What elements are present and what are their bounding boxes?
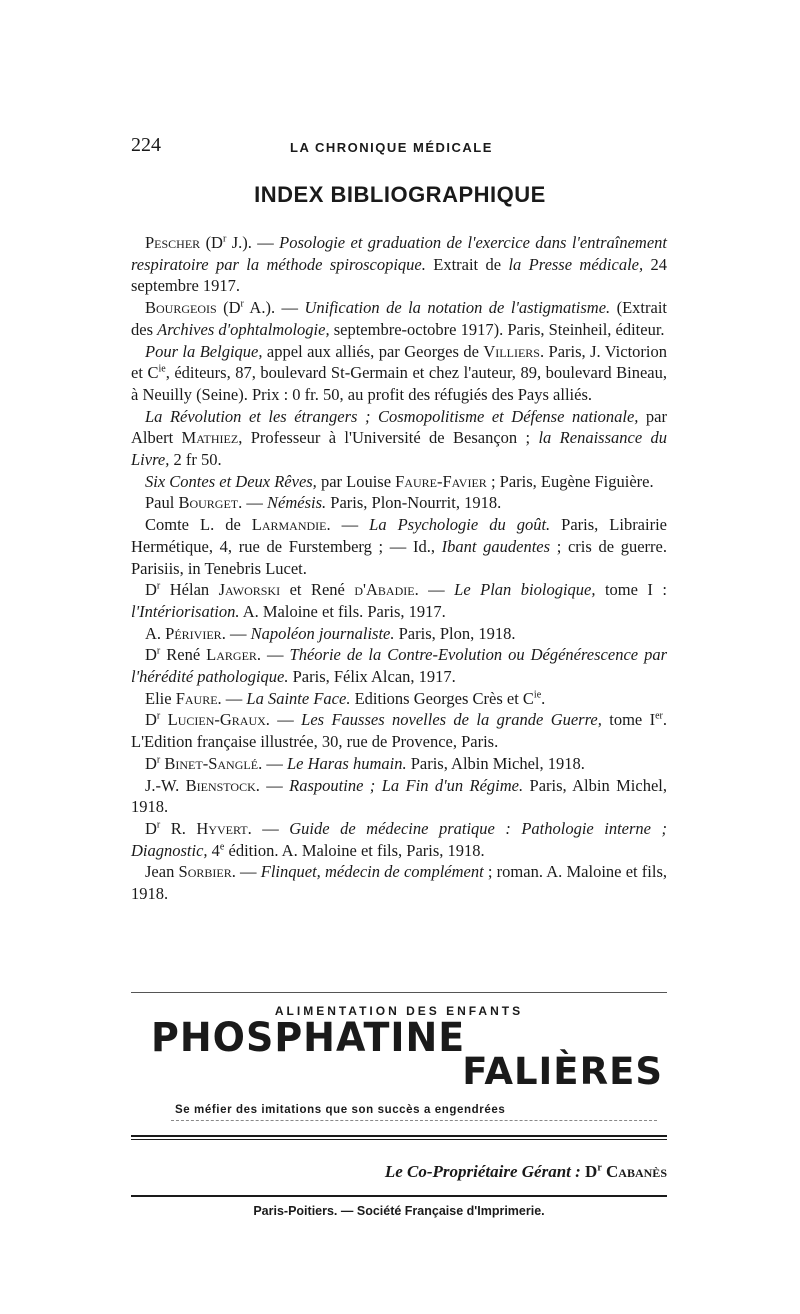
author-name: Mathiez xyxy=(181,428,239,448)
work-title: Némésis. xyxy=(267,493,327,513)
work-title: Les Fausses novelles de la grande Guerre, xyxy=(301,710,602,730)
entry-text: et René xyxy=(280,580,355,600)
bibliography-list xyxy=(131,232,667,905)
divider xyxy=(131,1139,667,1140)
entry-text: . — xyxy=(258,753,287,773)
author-name: Sorbier xyxy=(178,862,232,882)
ad-maker: FALIÈRES xyxy=(462,1050,663,1093)
entry-text: D xyxy=(145,580,157,600)
bibliography-entry xyxy=(131,753,667,775)
bibliography-entry xyxy=(131,232,667,297)
work-title: Unification de la notation de l'astigmatisme. xyxy=(304,298,611,318)
entry-text: Paris, Plon, 1918. xyxy=(394,623,516,643)
work-title: Pour la Belgique, xyxy=(145,341,263,361)
work-title: Archives d'ophtalmologie, xyxy=(157,319,330,339)
divider xyxy=(131,1135,667,1137)
entry-text: édition. A. Maloine et fils, Paris, 1918. xyxy=(224,840,485,860)
bibliography-entry xyxy=(131,492,667,514)
entry-text: . — xyxy=(414,580,455,600)
entry-text: R. xyxy=(160,818,197,838)
author-name: Bourget xyxy=(178,493,239,513)
author-name: Bienstock xyxy=(185,775,256,795)
author-name: Faure xyxy=(175,688,218,708)
entry-text: r xyxy=(156,819,161,831)
entry-text: A. xyxy=(145,623,166,643)
author-name: Pescher xyxy=(145,233,201,252)
bibliography-entry xyxy=(131,644,667,687)
ad-brand: PHOSPHATINE xyxy=(151,1014,466,1061)
entry-text: Paris, Librairie Hermétique, 4, rue de Furstemberg ; — Id., xyxy=(131,515,667,556)
entry-text: D xyxy=(145,710,157,730)
bibliography-entry xyxy=(131,861,667,904)
entry-text: Paul xyxy=(145,493,179,513)
entry-text: r xyxy=(156,710,161,722)
entry-text: Jean xyxy=(145,862,179,882)
entry-text: septembre-octobre 1917). Paris, Steinheil, éditeur. xyxy=(329,319,665,339)
work-title: Flinquet, médecin de complément xyxy=(260,862,484,882)
entry-text: ; Paris, Eugène Figuière. xyxy=(486,471,654,491)
gerant-line xyxy=(385,1162,667,1182)
entry-text: . — xyxy=(326,515,370,535)
bibliography-entry xyxy=(131,688,667,710)
entry-text: tome I : xyxy=(595,580,667,600)
entry-text: tome I xyxy=(601,710,656,730)
entry-text: . — xyxy=(256,645,290,665)
bibliography-entry xyxy=(131,623,667,645)
entry-text xyxy=(160,710,167,729)
work-title: l'Intériorisation. xyxy=(131,601,240,621)
work-title: la Presse médicale, xyxy=(508,254,644,274)
work-title: Raspoutine ; La Fin d'un Régime. xyxy=(289,775,524,795)
work-title: Six Contes et Deux Rêves, xyxy=(145,471,317,491)
work-title: la Renaissance du Livre, xyxy=(131,428,668,470)
running-header: LA CHRONIQUE MÉDICALE xyxy=(290,140,493,155)
author-name: Larmandie xyxy=(251,515,327,535)
author-name: Villiers xyxy=(483,341,540,361)
entry-text: J.-W. xyxy=(145,775,186,795)
author-name: Binet-Sanglé xyxy=(164,753,259,773)
entry-text: D xyxy=(145,753,157,773)
author-name: Lucien-Graux xyxy=(167,710,266,730)
entry-text: Extrait de xyxy=(425,254,509,274)
entry-text: 24 septembre 1917. xyxy=(131,254,667,296)
bibliography-entry xyxy=(131,579,667,622)
entry-text: J.). — xyxy=(226,233,280,252)
gerant-name: Cabanès xyxy=(606,1162,667,1181)
entry-text: , éditeurs, 87, boulevard St-Germain et chez l'auteur, 89, boulevard Bineau, à Neuilly (Seine). Prix : 0 fr. 50, au profit des réfugiés des Pays alliés. xyxy=(131,363,668,404)
ad-tagline: ALIMENTATION DES ENFANTS xyxy=(274,1004,524,1018)
entry-text: . — xyxy=(221,623,251,643)
entry-text: , Professeur à l'Université de Besançon ; xyxy=(238,428,539,448)
entry-text: . — xyxy=(247,818,290,838)
work-title: Posologie et graduation de l'exercice dans l'entraînement respiratoire par la méthode spiroscopique. xyxy=(131,233,667,274)
work-title: Guide de médecine pratique : Pathologie interne ; Diagnostic, xyxy=(131,818,667,860)
entry-text: Paris, Albin Michel, 1918. xyxy=(131,775,667,817)
entry-text: A.). — xyxy=(243,298,305,318)
entry-text: r xyxy=(156,645,161,657)
work-title: La Psychologie du goût. xyxy=(369,515,551,535)
divider xyxy=(131,1195,667,1197)
gerant-label: Le Co-Propriétaire Gérant : xyxy=(384,1162,581,1181)
author-name: Jaworski xyxy=(218,580,281,600)
entry-text: r xyxy=(156,754,161,766)
bibliography-entry xyxy=(131,341,667,406)
entry-text: (Extrait des xyxy=(131,298,667,339)
work-title: Le Haras humain. xyxy=(286,753,407,773)
entry-text: René xyxy=(160,645,207,665)
entry-text: par Louise xyxy=(316,471,396,491)
entry-text: D xyxy=(145,818,157,838)
entry-text: par Albert xyxy=(131,406,667,448)
gerant-title-sup: r xyxy=(597,1162,602,1174)
author-name: Faure-Favier xyxy=(395,471,487,491)
entry-text: ; roman. A. Maloine et fils, 1918. xyxy=(131,862,668,904)
bibliography-entry xyxy=(131,514,667,579)
work-title: Théorie de la Contre-Evolution ou Dégénérescence par l'hérédité pathologique. xyxy=(131,645,668,687)
entry-text: appel aux alliés, par Georges de xyxy=(262,341,484,361)
entry-text: A. Maloine et fils. Paris, 1917. xyxy=(239,601,446,621)
entry-text: . — xyxy=(217,688,247,708)
author-name: Périvier xyxy=(165,623,222,643)
entry-text: r xyxy=(222,233,227,245)
entry-text: . — xyxy=(231,862,261,882)
entry-text: Paris, Félix Alcan, 1917. xyxy=(288,667,456,687)
work-title: La Sainte Face. xyxy=(246,688,351,708)
printer-line: Paris-Poitiers. — Société Française d'Imprimerie. xyxy=(253,1204,545,1218)
entry-text: r xyxy=(156,580,161,592)
bibliography-entry xyxy=(131,818,667,861)
work-title: Ibant gaudentes xyxy=(441,536,551,556)
bibliography-entry xyxy=(131,297,667,340)
entry-text: . xyxy=(541,688,546,708)
entry-text: D xyxy=(145,645,157,665)
entry-text: (D xyxy=(216,298,241,318)
entry-text: Paris, Albin Michel, 1918. xyxy=(406,753,585,773)
work-title: La Révolution et les étrangers ; Cosmopolitisme et Défense nationale, xyxy=(145,406,639,426)
entry-text: er xyxy=(655,710,663,722)
entry-text: . — xyxy=(238,493,268,513)
ad-warning: Se méfier des imitations que son succès a engendrées xyxy=(175,1104,506,1116)
entry-text: 2 fr 50. xyxy=(169,450,222,470)
divider xyxy=(131,992,667,993)
work-title: Napoléon journaliste. xyxy=(250,623,395,643)
gerant-title: D xyxy=(585,1162,598,1181)
entry-text: Paris, Plon-Nourrit, 1918. xyxy=(326,493,502,513)
entry-text: Comte L. de xyxy=(145,515,252,535)
entry-text: r xyxy=(240,298,244,310)
bibliography-entry xyxy=(131,471,667,493)
entry-text: . — xyxy=(265,710,302,730)
author-name: Larger xyxy=(206,645,257,665)
entry-text: Hélan xyxy=(160,580,219,600)
author-name: d'Abadie xyxy=(354,580,415,600)
entry-text: ; cris de guerre. Parisiis, in Tenebris Lucet. xyxy=(131,536,667,578)
author-name: Bourgeois xyxy=(145,298,217,318)
entry-text: 4 xyxy=(207,840,220,860)
bibliography-entry xyxy=(131,709,667,752)
divider xyxy=(171,1120,657,1121)
section-title: INDEX BIBLIOGRAPHIQUE xyxy=(254,182,546,207)
entry-text: Elie xyxy=(145,688,176,708)
page-number: 224 xyxy=(131,134,161,156)
entry-text: ie xyxy=(158,363,166,375)
entry-text: (D xyxy=(200,233,223,252)
entry-text: . — xyxy=(255,775,290,795)
bibliography-entry xyxy=(131,775,667,818)
work-title: Le Plan biologique, xyxy=(454,580,596,600)
entry-text: e xyxy=(219,841,225,853)
entry-text: . L'Edition française illustrée, 30, rue de Provence, Paris. xyxy=(131,710,668,752)
entry-text: ie xyxy=(533,689,542,701)
entry-text: Editions Georges Crès et C xyxy=(350,688,534,708)
author-name: Hyvert xyxy=(196,818,248,838)
entry-text: . Paris, J. Victorion et C xyxy=(131,341,668,383)
bibliography-entry xyxy=(131,406,667,471)
